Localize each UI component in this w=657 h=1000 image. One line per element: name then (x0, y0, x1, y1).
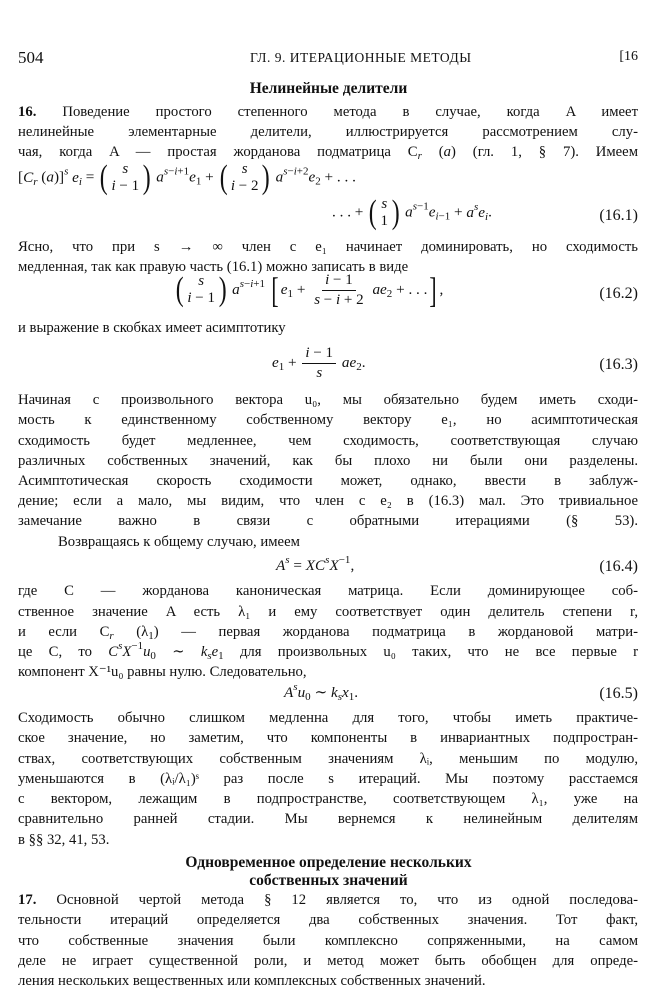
section-marker: [16 (619, 49, 638, 64)
eq-number-16-1: (16.1) (599, 207, 638, 225)
para-after-16-2: и выражение в скобках имеет асимптотику (18, 320, 286, 337)
eq-number-16-2: (16.2) (599, 284, 638, 302)
para-after-16-5-line7: в §§ 32, 41, 53. (18, 831, 110, 848)
para-after-16-4-line4: це C, то $C^sX^{-1}u_0$ ∼ $k_se_1$ для произвольных u₀ таких, что не все первые r (18, 640, 639, 662)
section-heading-simultaneous-line1: Одновременное определение нескольких (185, 853, 472, 871)
chapter-title: ГЛ. 9. ИТЕРАЦИОННЫЕ МЕТОДЫ (250, 50, 472, 65)
para-after-16-1-line2: медленная, так как правую часть (16.1) можно записать в виде (18, 258, 409, 275)
para-after-16-5-line4: уменьшаются в (λᵢ/λ₁)ˢ раз после s итераций. Мы поэтому расстаемся (18, 770, 638, 787)
formula-16-1-line1: [$C_r$ (a)]$^s$ $e_i$ = ( s i − 1 ) $a^{s-i+1}e_1$ + ( s i − 2 ) $a^{s-i+2}e_2$ + . . . (18, 159, 356, 197)
para-after-16-4-line2: ственное значение A есть λ₁ и ему соответствует один делитель степени r, (18, 603, 638, 620)
para17-line3: что собственные значения были комплексно сопряженными, на самом (18, 932, 638, 949)
eq-number-16-3: (16.3) (599, 356, 638, 374)
returning-line: Возвращаясь к общему случаю, имеем (58, 533, 300, 550)
eq-number-16-5: (16.5) (599, 685, 638, 703)
para-after-16-3-line2: мость к единственному собственному вектору e₁, но асимптотическая (18, 412, 638, 429)
para16-line2: нелинейные элементарные делители, иллюстрируется рассмотрением слу- (18, 123, 638, 140)
para-after-16-4-line5: компонент X⁻¹u₀ равны нулю. Следовательно, (18, 664, 307, 681)
para-after-16-4-line3: и если $C_r$ $(\lambda_1)$ — первая жорданова подматрица в жордановой матри- (18, 623, 638, 642)
para16-number: 16. (18, 103, 37, 120)
section-heading-nonlinear-divisors: Нелинейные делители (249, 80, 408, 98)
para-after-16-5-line1: Сходимость обычно слишком медленна для того, чтобы иметь практиче- (18, 710, 638, 727)
para-after-16-3-line4: различных собственных значений, как бы плохо ни были они разделены. (18, 452, 638, 469)
para17-line1: 17. Основной чертой метода § 12 является то, что из одной последова- (18, 892, 638, 909)
running-header (18, 48, 638, 70)
para-after-16-5-line3: ствах, соответствующих собственным значениям λᵢ, меньшим по модулю, (18, 750, 638, 767)
para-after-16-5-line6: сравнительно ранней стадии. Мы вернемся к нелинейным делителям (18, 811, 638, 828)
para-after-16-5-line2: ское значение, но заметим, что компоненты в инвариантных подпростран- (18, 730, 638, 747)
formula-16-3: $e_1$ + $\frac{i - 1}{s}$ $ae_2$. (272, 345, 366, 382)
para-after-16-3-line3: сходимость будет медленнее, чем сходимость, соответствующая случаю (18, 432, 638, 449)
para16-line3: чая, когда A — простая жорданова подматрица $C_r$ (a) (гл. 1, § 7). Имеем (18, 143, 638, 162)
page-number: 504 (18, 48, 44, 67)
para-after-16-3-line6: дение; если a мало, мы видим, что член с e₂ в (16.3) мал. Это тривиальное (18, 493, 638, 510)
para-after-16-1-line1: Ясно, что при s → ∞ член с e₁ начинает доминировать, но сходимость (18, 238, 638, 255)
para16-line1: 16. Поведение простого степенного метода в случае, когда A имеет (18, 103, 638, 120)
para-after-16-3-line5: Асимптотическая скорость сходимости может, однако, ввести в заблуж- (18, 473, 638, 489)
para17-line4: деле не играет существенной роли, и метод может быть обобщен для опреде- (18, 952, 638, 969)
formula-16-1-line2: . . . + ( s 1 ) $a^{s-1}e_{i-1} + a^se_i$. (332, 194, 492, 232)
formula-16-2: ( s i − 1 ) $a^{s-i+1}$ [ $e_1$ + $\frac{i - 1}{s - i + 2}$ $ae_2$ + . . .] , (175, 270, 444, 311)
para17-number: 17. (18, 892, 37, 909)
para-after-16-3-line1: Начиная с произвольного вектора u₀, мы обязательно будем иметь сходи- (18, 392, 638, 409)
para17-line2: тельности итераций определяется два собственных значения. Тот факт, (18, 912, 638, 929)
para-after-16-4-line1: где C — жорданова каноническая матрица. Если доминирующее соб- (18, 583, 638, 600)
formula-16-5: $A^su_0$ ∼ $k_sx_1$. (284, 681, 359, 704)
section-heading-simultaneous-line2: собственных значений (249, 871, 408, 889)
para-after-16-3-line7: замечание важно в связи с обратными итерациями (§ 53). (18, 513, 638, 530)
para17-line5: ления нескольких вещественных или комплексных собственных значений. (18, 973, 486, 989)
eq-number-16-4: (16.4) (599, 558, 638, 576)
para-after-16-5-line5: с вектором, лежащим в подпространстве, соответствующем λ₁, уже на (18, 791, 638, 807)
formula-16-4: $A^s = XC^sX^{-1}$, (276, 553, 355, 574)
